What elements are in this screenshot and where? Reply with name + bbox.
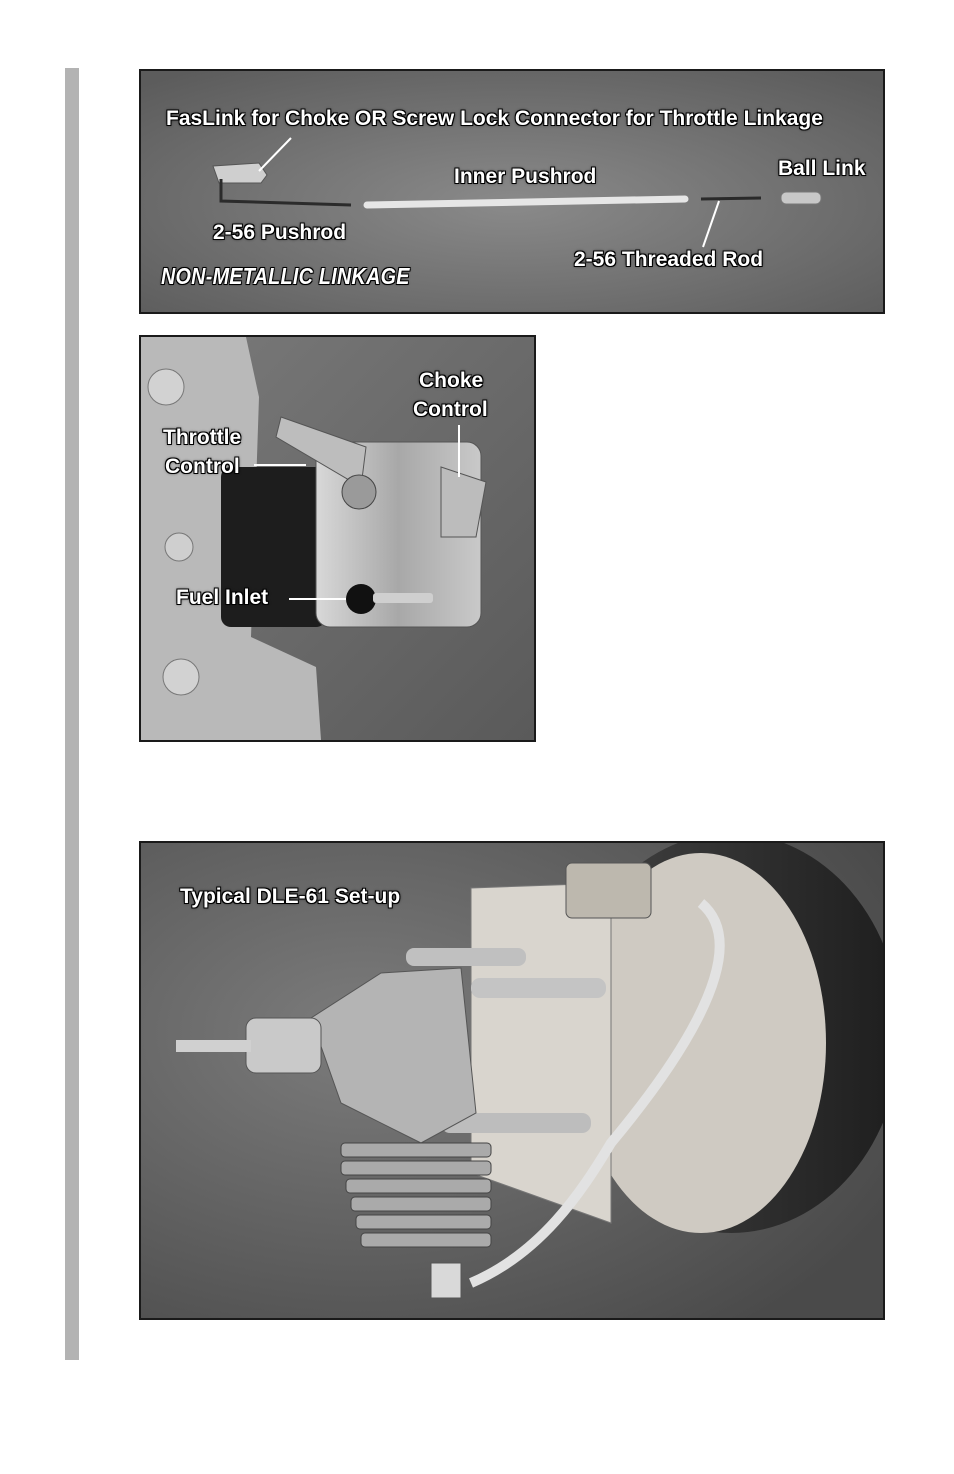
choke-control-label-1: Choke xyxy=(419,369,484,392)
threaded-rod-label: 2-56 Threaded Rod xyxy=(574,248,764,271)
throttle-control-label-1: Throttle xyxy=(163,426,242,449)
fuel-inlet-label: Fuel Inlet xyxy=(176,586,269,609)
margin-bar xyxy=(65,68,79,1360)
throttle-control-label-2: Control xyxy=(165,455,240,478)
faslink-label: FasLink for Choke OR Screw Lock Connector for Throttle Linkage xyxy=(166,107,823,130)
setup-title: Typical DLE-61 Set-up xyxy=(180,885,401,908)
choke-control-label-2: Control xyxy=(413,398,488,421)
linkage-title: NON-METALLIC LINKAGE xyxy=(161,263,410,289)
pushrod-label: 2-56 Pushrod xyxy=(213,221,347,244)
ball-link-label: Ball Link xyxy=(778,157,866,180)
inner-pushrod-label: Inner Pushrod xyxy=(454,165,597,188)
linkage-photo xyxy=(139,69,885,314)
engine-setup-photo xyxy=(139,841,885,1320)
carburetor-photo xyxy=(139,335,536,742)
engine-setup-illustration xyxy=(141,843,883,1318)
